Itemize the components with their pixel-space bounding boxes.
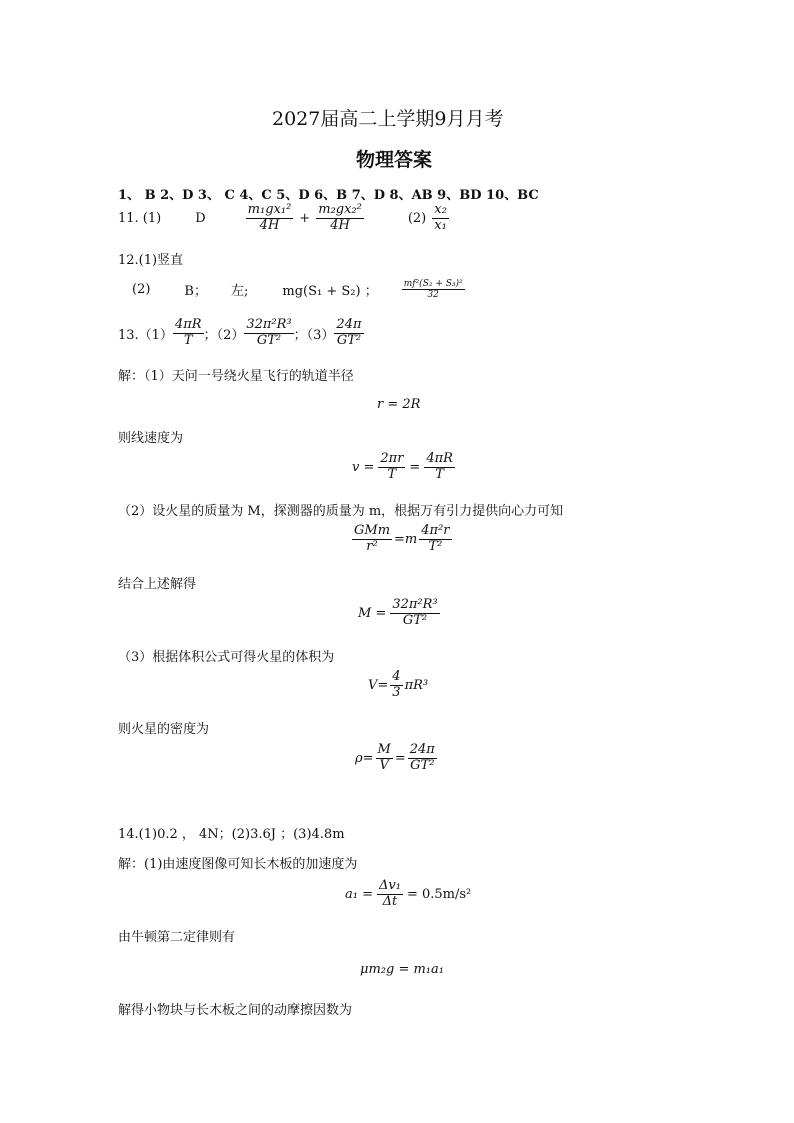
choice-answers: 1、 B 2、D 3、 C 4、C 5、D 6、B 7、D 8、AB 9、BD 10、BC bbox=[118, 188, 539, 203]
q13-fraction-1: $\frac{4\pi R}{T}$ bbox=[174, 317, 202, 348]
sol13-step-3: （2）设火星的质量为 M，探测器的质量为 m，根据万有引力提供向心力可知 bbox=[118, 504, 564, 519]
sol13-equation-6: ρ= $\frac{M}{V}$ = $\frac{24\pi}{\text{GT²}}$ bbox=[355, 742, 435, 773]
q13-separator-2: ；（3） bbox=[293, 327, 335, 343]
sol13-step-5: （3）根据体积公式可得火星的体积为 bbox=[118, 650, 335, 665]
q14-step-3: 解得小物块与长木板之间的动摩擦因数为 bbox=[118, 1003, 353, 1018]
q13-separator-1: ；（2） bbox=[203, 327, 245, 343]
q12-answer-b: B； bbox=[184, 284, 207, 300]
q11-plus: + bbox=[299, 210, 311, 226]
q12-label: 12.(1)竖直 bbox=[118, 253, 184, 268]
sol13-equation-4: M = $\frac{\text{32π²R³}}{\text{GT²}}$ bbox=[358, 597, 438, 628]
sol13-step-2: 则线速度为 bbox=[118, 431, 184, 446]
q13-label: 13.（1） bbox=[118, 327, 173, 343]
q13-row bbox=[118, 318, 364, 349]
q14-label: 14.(1)0.2 ， 4N；(2)3.6J ；(3)4.8m bbox=[118, 827, 345, 842]
q11-part-2: (2) bbox=[407, 210, 427, 226]
sol13-step-1: 解：（1）天问一号绕火星飞行的轨道半径 bbox=[118, 369, 354, 384]
q12-row bbox=[132, 279, 465, 301]
q12-fraction: $\frac{\text{mf²(S₂ + S₃)²}}{32}$ bbox=[403, 279, 463, 301]
q11-label: 11. (1) bbox=[118, 210, 162, 226]
q12-answer-left: 左; bbox=[230, 284, 249, 300]
q14-equation-1: a₁ = $\frac{\text{Δv₁}}{\Delta t}$ = 0.5m/s² bbox=[345, 878, 472, 909]
sol13-equation-3: $\frac{\text{GMm}}{\text{r²}}$ =m $\frac{\text{4π²r}}{\text{T²}}$ bbox=[354, 523, 450, 554]
q11-fraction-1: $\frac{\text{m₁gx₁²}}{4H}$ bbox=[247, 202, 292, 233]
sol13-equation-2: v = $\frac{2\pi r}{T}$ = $\frac{4\pi R}{T}$ bbox=[352, 451, 453, 482]
page-subtitle: 物理答案 bbox=[356, 149, 433, 171]
q13-fraction-3: $\frac{24\pi}{\text{GT²}}$ bbox=[336, 317, 362, 348]
q11-fraction-3: $\frac{\text{x₂}}{\text{x₁}}$ bbox=[434, 202, 447, 233]
sol13-equation-1: r = 2R bbox=[377, 397, 421, 412]
sol13-equation-5: V= $\frac{4}{3}$ πR³ bbox=[368, 669, 429, 700]
q13-fraction-2: $\frac{\text{32π²R³}}{\text{GT²}}$ bbox=[246, 317, 292, 348]
q12-expression: mg(S₁ + S₂) ； bbox=[282, 284, 378, 300]
q11-row bbox=[118, 203, 449, 234]
q11-answer-1: D bbox=[195, 210, 206, 226]
page-title: 2027届高二上学期9月月考 bbox=[272, 108, 504, 130]
sol13-step-4: 结合上述解得 bbox=[118, 577, 197, 592]
q12-part-2: (2) bbox=[132, 282, 151, 298]
q14-equation-2: μm₂g = m₁a₁ bbox=[360, 962, 444, 977]
q11-fraction-2: $\frac{\text{m₂gx₂²}}{4H}$ bbox=[318, 202, 362, 233]
q14-step-2: 由牛顿第二定律则有 bbox=[118, 930, 236, 945]
sol13-step-6: 则火星的密度为 bbox=[118, 722, 210, 737]
q14-step-1: 解：(1)由速度图像可知长木板的加速度为 bbox=[118, 857, 358, 872]
